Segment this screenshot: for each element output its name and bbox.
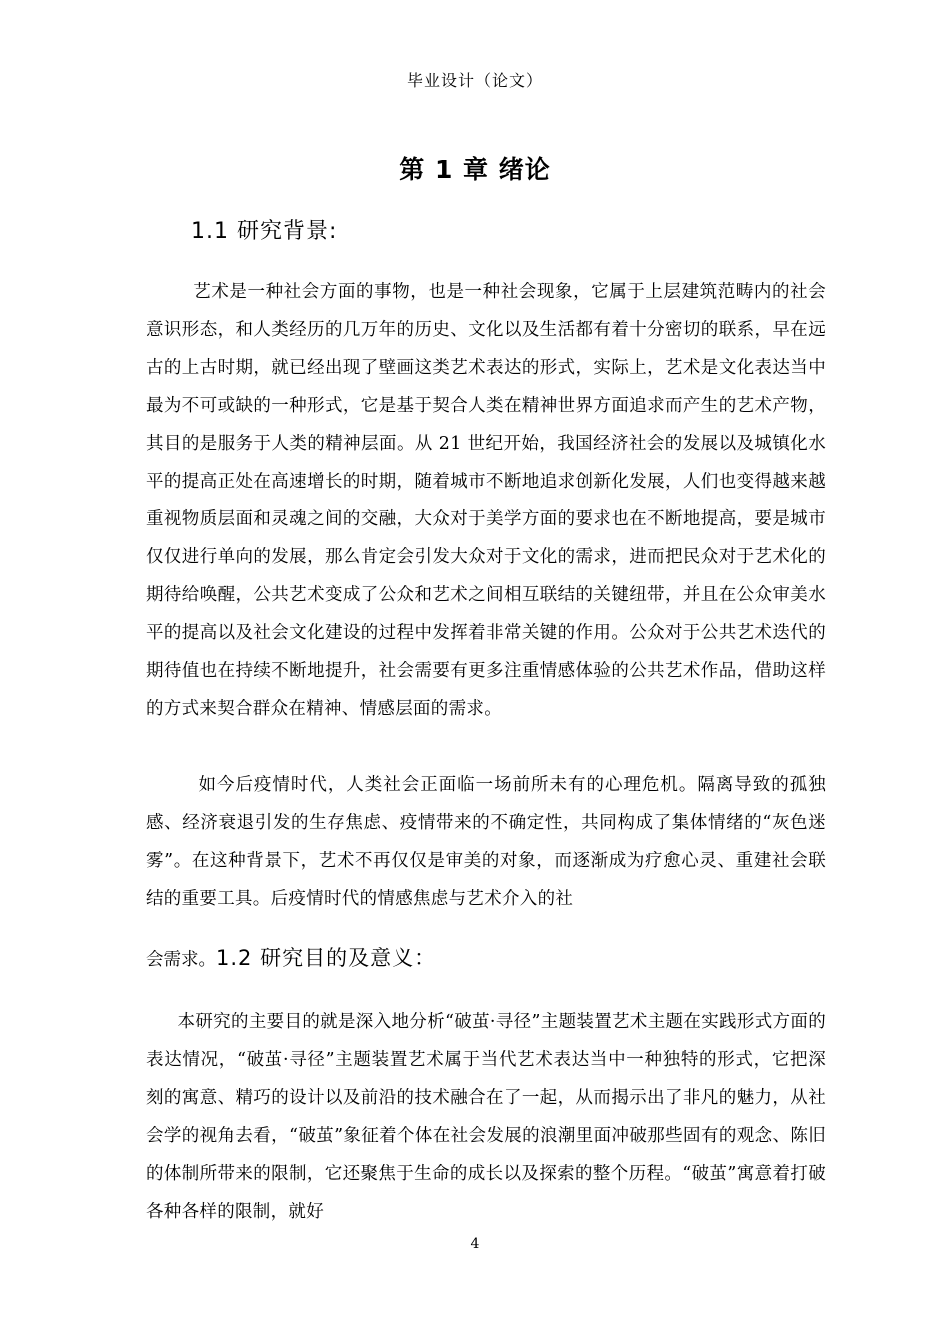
chapter-title: 第 1 章 绪论	[399, 155, 551, 184]
section-heading-1-1: 1.1 研究背景:	[191, 219, 338, 244]
paragraph-background-1: 艺术是一种社会方面的事物，也是一种社会现象，它属于上层建筑范畴内的社会意识形态，和人类经历的几万年的历史、文化以及生活都有着十分密切的联系，早在远古的上古时期，就已经出现了壁画这类艺术表达的形式，实际上，艺术是文化表达当中最为不可或缺的一种形式，它是基于契合人类在精神世界方面追求而产生的艺术产物，其目的是服务于人类的精神层面。从 21 世纪开始，我国经济社会的发展以及城镇化水平的提高正处在高速增长的时期，随着城市不断地追求创新化发展，人们也变得越来越重视物质层面和灵魂之间的交融，大众对于美学方面的要求也在不断地提高，要是城市仅仅进行单向的发展，那么肯定会引发大众对于文化的需求，进而把民众对于艺术化的期待给唤醒，公共艺术变成了公众和艺术之间相互联结的关键纽带，并且在公众审美水平的提高以及社会文化建设的过程中发挥着非常关键的作用。公众对于公共艺术迭代的期待值也在持续不断地提升，社会需要有更多注重情感体验的公共艺术作品，借助这样的方式来契合群众在精神、情感层面的需求。	[146, 282, 826, 719]
paragraph-background-2: 如今后疫情时代，人类社会正面临一场前所未有的心理危机。隔离导致的孤独感、经济衰退引发的生存焦虑、疫情带来的不确定性，共同构成了集体情绪的“灰色迷雾”。在这种背景下，艺术不再仅仅是审美的对象，而逐渐成为疗愈心灵、重建社会联结的重要工具。后疫情时代的情感焦虑与艺术介入的社	[146, 775, 826, 909]
page-header: 毕业设计（论文）	[406, 71, 543, 90]
paragraph-continuation-line	[146, 942, 436, 972]
paragraph-purpose-1: 本研究的主要目的就是深入地分析“破茧·寻径”主题装置艺术主题在实践形式方面的表达情况，“破茧·寻径”主题装置艺术属于当代艺术表达当中一种独特的形式，它把深刻的寓意、精巧的设计以及前沿的技术融合在了一起，从而揭示出了非凡的魅力，从社会学的视角去看，“破茧”象征着个体在社会发展的浪潮里面冲破那些固有的观念、陈旧的体制所带来的限制，它还聚焦于生命的成长以及探索的整个历程。“破茧”寓意着打破各种各样的限制，就好	[146, 1012, 826, 1222]
page-number: 4	[470, 1236, 480, 1252]
paragraph-background-2-tail: 会需求。	[146, 950, 216, 970]
section-heading-1-2: 1.2 研究目的及意义：	[216, 946, 437, 970]
